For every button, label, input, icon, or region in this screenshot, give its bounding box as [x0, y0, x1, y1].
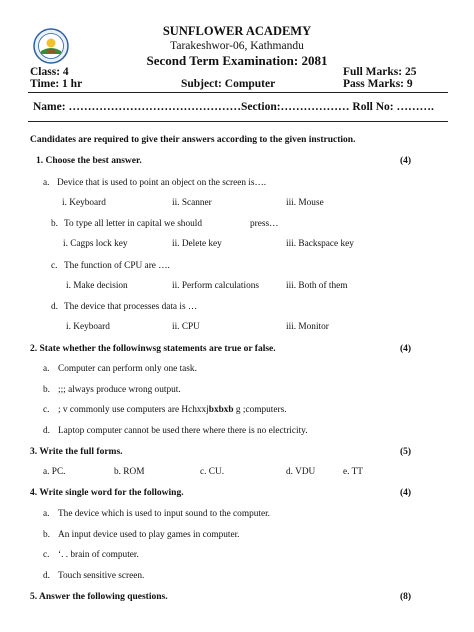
- q1-title: 1. Choose the best answer.: [36, 156, 142, 166]
- school-address: Tarakeshwor-06, Kathmandu: [170, 40, 304, 52]
- q1d-label: d.: [51, 302, 58, 312]
- q1b-option-1: i. Cagps lock key: [63, 239, 128, 249]
- class-label: Class: 4: [30, 66, 69, 78]
- q1-marks: (4): [400, 156, 412, 166]
- q1b-option-3: iii. Backspace key: [286, 239, 354, 249]
- q1a-option-2: ii. Scanner: [172, 198, 212, 208]
- q2a-label: a.: [43, 364, 50, 374]
- q4c-text: ‘. . brain of computer.: [58, 550, 139, 560]
- q4b-text: An input device used to play games in computer.: [58, 530, 240, 540]
- q4a-text: The device which is used to input sound to the computer.: [58, 509, 270, 519]
- q2a-text: Computer can perform only one task.: [58, 364, 197, 374]
- q2d-text: Laptop computer cannot be used there where there is no electricity.: [58, 426, 308, 436]
- header-rule-top: [28, 92, 448, 93]
- q1c-label: c.: [51, 261, 58, 271]
- q1c-option-1: i. Make decision: [66, 281, 128, 291]
- q1d-option-3: iii. Monitor: [286, 322, 329, 332]
- q3-item-a: a. PC.: [43, 467, 66, 477]
- q1a-option-1: i. Keyboard: [62, 198, 106, 208]
- q1b-text-cont: press…: [250, 219, 279, 229]
- q3-item-b: b. ROM: [114, 467, 145, 477]
- q4d-label: d.: [43, 571, 50, 581]
- q1c-option-3: iii. Both of them: [286, 281, 348, 291]
- time-label: Time: 1 hr: [30, 78, 83, 90]
- exam-title: Second Term Examination: 2081: [146, 53, 328, 68]
- q1d-option-1: i. Keyboard: [66, 322, 110, 332]
- q1b-label: b.: [51, 219, 58, 229]
- q1c-text: The function of CPU are ….: [64, 261, 170, 271]
- header-rule-bottom: [28, 121, 448, 122]
- q2c-text: ; v commonly use computers are Hchxxjbxbxb g ;computers.: [58, 405, 287, 415]
- q5-title: 5. Answer the following questions.: [30, 592, 168, 602]
- q1a-option-3: iii. Mouse: [286, 198, 324, 208]
- q1a-text: Device that is used to point an object on the screen is….: [57, 178, 267, 188]
- q3-marks: (5): [400, 447, 412, 457]
- full-marks-label: Full Marks: 25: [343, 66, 417, 78]
- q4a-label: a.: [43, 509, 50, 519]
- subject-label: Subject: Computer: [181, 78, 276, 90]
- school-name: SUNFLOWER ACADEMY: [162, 24, 312, 38]
- q2c-label: c.: [43, 405, 50, 415]
- q4d-text: Touch sensitive screen.: [58, 571, 145, 581]
- q4-marks: (4): [400, 488, 412, 498]
- q2d-label: d.: [43, 426, 50, 436]
- q2b-label: b.: [43, 385, 50, 395]
- q1d-text: The device that processes data is …: [64, 302, 198, 312]
- q5-marks: (8): [400, 592, 412, 602]
- q3-item-e: e. TT: [343, 467, 363, 477]
- q2-marks: (4): [400, 344, 412, 354]
- q3-title: 3. Write the full forms.: [30, 447, 123, 457]
- q2-title: 2. State whether the followinwsg statements are true or false.: [30, 344, 276, 354]
- pass-marks-label: Pass Marks: 9: [343, 78, 413, 90]
- q1a-label: a.: [43, 178, 50, 188]
- q4c-label: c.: [43, 550, 50, 560]
- name-section-roll-line: Name: ………………………………………Section:……………… Roll No: ……….: [33, 101, 434, 113]
- q1b-option-2: ii. Delete key: [172, 239, 222, 249]
- q2b-text: ;;; always produce wrong output.: [58, 385, 181, 395]
- q4b-label: b.: [43, 530, 50, 540]
- q3-item-c: c. CU.: [200, 467, 225, 477]
- q4-title: 4. Write single word for the following.: [30, 488, 184, 498]
- q1d-option-2: ii. CPU: [172, 322, 200, 332]
- instructions: Candidates are required to give their answers according to the given instruction.: [30, 135, 356, 145]
- q3-item-d: d. VDU: [286, 467, 316, 477]
- q1c-option-2: ii. Perform calculations: [172, 281, 260, 291]
- q1b-text: To type all letter in capital we should: [64, 219, 202, 229]
